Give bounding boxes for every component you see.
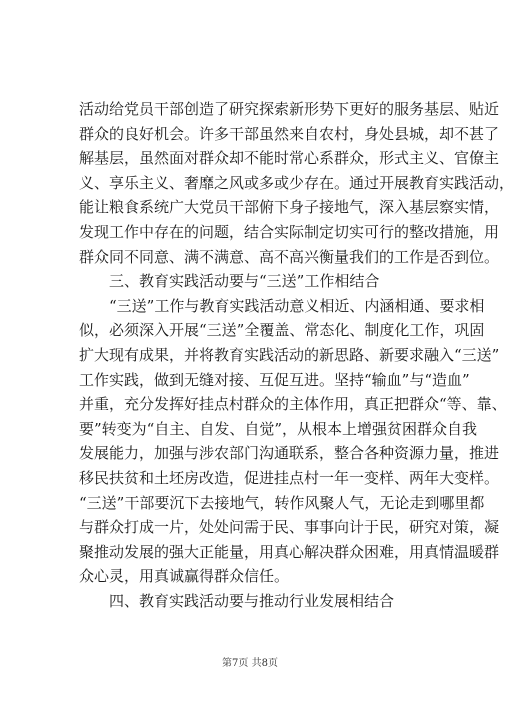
text-line: 能让粮食系统广大党员干部俯下身子接地气，深入基层察实情， bbox=[79, 198, 500, 216]
page-footer: 第7页 共8页 bbox=[222, 658, 278, 669]
text-line: 活动给党员干部创造了研究探索新形势下更好的服务基层、贴近 bbox=[79, 100, 500, 118]
text-line: 工作实践，做到无缝对接、互促互进。坚持“输血”与“造血” bbox=[79, 371, 470, 389]
text-line: 聚推动发展的强大正能量，用真心解决群众困难，用真情温暖群 bbox=[79, 543, 500, 561]
text-line: 发现工作中存在的问题，结合实际制定切实可行的整改措施，用 bbox=[79, 223, 500, 241]
text-line: 群众的良好机会。许多干部虽然来自农村，身处县城，却不甚了 bbox=[79, 125, 500, 143]
text-line: 并重，充分发挥好挂点村群众的主体作用，真正把群众“等、靠、 bbox=[79, 395, 507, 413]
text-line: 解基层，虽然面对群众却不能时常心系群众，形式主义、官僚主 bbox=[79, 149, 500, 167]
text-line: 群众同不同意、满不满意、高不高兴衡量我们的工作是否到位。 bbox=[79, 248, 500, 266]
text-line: 三、教育实践活动要与“三送”工作相结合 bbox=[109, 272, 380, 290]
text-line: “三送”工作与教育实践活动意义相近、内涵相通、要求相 bbox=[109, 297, 485, 315]
text-line: 义、享乐主义、奢靡之风或多或少存在。通过开展教育实践活动， bbox=[79, 174, 514, 192]
text-line: 四、教育实践活动要与推动行业发展相结合 bbox=[109, 592, 395, 610]
text-line: “三送”干部要沉下去接地气，转作风聚人气，无论走到哪里都 bbox=[79, 494, 485, 512]
text-line: 发展能力，加强与涉农部门沟通联系，整合各种资源力量，推进 bbox=[79, 444, 500, 462]
text-line: 与群众打成一片，处处问需于民、事事向计于民，研究对策，凝 bbox=[79, 518, 500, 536]
text-line: 似，必须深入开展“三送”全覆盖、常态化、制度化工作，巩固 bbox=[79, 321, 485, 339]
text-line: 移民扶贫和土坯房改造，促进挂点村一年一变样、两年大变样。 bbox=[79, 469, 500, 487]
text-line: 扩大现有成果，并将教育实践活动的新思路、新要求融入“三送” bbox=[79, 346, 500, 364]
text-line: 众心灵，用真诚赢得群众信任。 bbox=[79, 567, 290, 585]
text-line: 要”转变为“自主、自发、自觉”，从根本上增强贫困群众自我 bbox=[79, 420, 478, 438]
